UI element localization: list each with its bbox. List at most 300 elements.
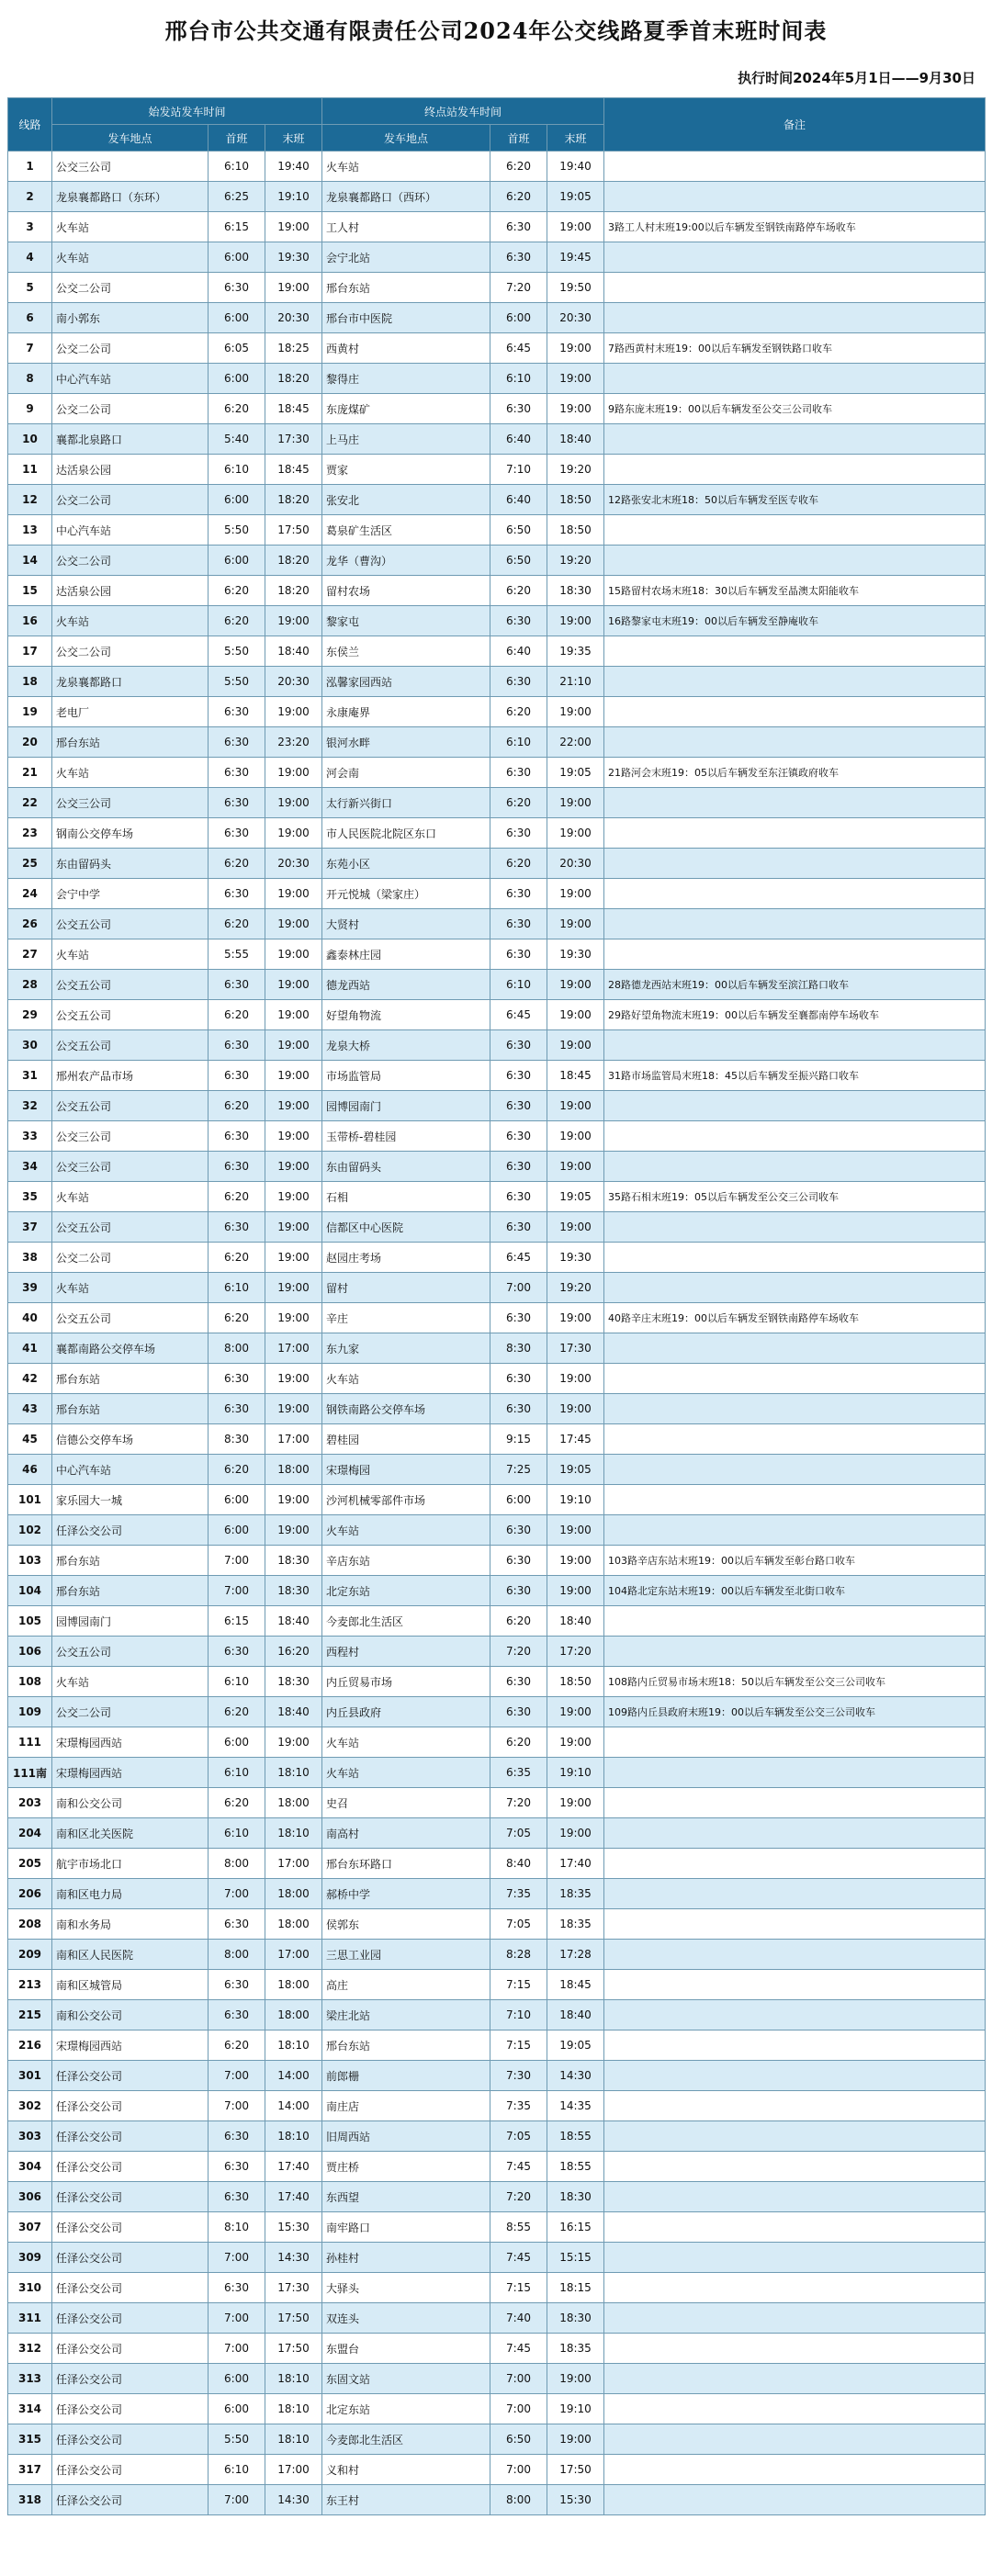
- end-first-time-cell: 6:40: [490, 636, 547, 667]
- end-stop-cell: 东王村: [322, 2485, 490, 2515]
- start-stop-cell: 任泽公交公司: [52, 2152, 209, 2182]
- end-last-time-cell: 19:00: [547, 606, 604, 636]
- table-row: [8, 788, 986, 818]
- note-cell: 12路张安北末班18：50以后车辆发至医专收车: [604, 485, 986, 515]
- start-last-time-cell: 19:00: [265, 1182, 322, 1212]
- end-first-time-cell: 7:20: [490, 1788, 547, 1818]
- line-number-cell: 8: [8, 364, 52, 394]
- start-stop-cell: 公交三公司: [52, 1152, 209, 1182]
- start-first-time-cell: 6:30: [209, 2182, 265, 2212]
- end-first-time-cell: 6:30: [490, 1061, 547, 1091]
- note-cell: 29路好望角物流末班19：00以后车辆发至襄都南停车场收车: [604, 1000, 986, 1030]
- line-number-cell: 318: [8, 2485, 52, 2515]
- table-row: [8, 485, 986, 515]
- end-first-time-cell: 6:30: [490, 909, 547, 939]
- table-row: [8, 1152, 986, 1182]
- start-stop-cell: 南和区电力局: [52, 1879, 209, 1909]
- line-number-cell: 42: [8, 1364, 52, 1394]
- end-stop-cell: 市场监管局: [322, 1061, 490, 1091]
- end-first-time-cell: 7:10: [490, 455, 547, 485]
- line-number-cell: 104: [8, 1576, 52, 1606]
- table-row: [8, 1485, 986, 1515]
- start-first-time-cell: 6:15: [209, 1606, 265, 1637]
- note-cell: 104路北定东站末班19：00以后车辆发至北街口收车: [604, 1576, 986, 1606]
- start-first-time-cell: 6:30: [209, 2273, 265, 2303]
- end-stop-cell: 太行新兴街口: [322, 788, 490, 818]
- line-number-cell: 39: [8, 1273, 52, 1303]
- table-row: [8, 970, 986, 1000]
- end-last-time-cell: 18:50: [547, 485, 604, 515]
- note-cell: 15路留村农场末班18：30以后车辆发至晶澳太阳能收车: [604, 576, 986, 606]
- note-cell: [604, 636, 986, 667]
- end-stop-cell: 好望角物流: [322, 1000, 490, 1030]
- start-first-time-cell: 6:10: [209, 1758, 265, 1788]
- start-last-time-cell: 17:30: [265, 424, 322, 455]
- start-stop-cell: 任泽公交公司: [52, 1515, 209, 1546]
- start-stop-cell: 公交三公司: [52, 152, 209, 182]
- note-cell: 35路石相末班19：05以后车辆发至公交三公司收车: [604, 1182, 986, 1212]
- end-last-time-cell: 18:55: [547, 2152, 604, 2182]
- table-row: [8, 1273, 986, 1303]
- line-number-cell: 301: [8, 2061, 52, 2091]
- start-last-time-cell: 18:00: [265, 1879, 322, 1909]
- line-number-cell: 302: [8, 2091, 52, 2121]
- note-cell: 3路工人村末班19:00以后车辆发至钢铁南路停车场收车: [604, 212, 986, 242]
- start-last-time-cell: 19:00: [265, 1152, 322, 1182]
- end-first-time-cell: 7:35: [490, 1879, 547, 1909]
- end-stop-cell: 贾家: [322, 455, 490, 485]
- table-row: [8, 1424, 986, 1455]
- end-last-time-cell: 18:40: [547, 1606, 604, 1637]
- start-last-time-cell: 18:45: [265, 455, 322, 485]
- line-number-cell: 17: [8, 636, 52, 667]
- end-stop-cell: 东由留码头: [322, 1152, 490, 1182]
- note-cell: [604, 2485, 986, 2515]
- start-first-time-cell: 6:00: [209, 1485, 265, 1515]
- end-last-time-cell: 19:00: [547, 1515, 604, 1546]
- start-first-time-cell: 6:10: [209, 455, 265, 485]
- note-cell: [604, 1970, 986, 2000]
- table-row: [8, 2061, 986, 2091]
- line-number-cell: 209: [8, 1940, 52, 1970]
- start-stop-cell: 公交二公司: [52, 273, 209, 303]
- start-last-time-cell: 23:20: [265, 727, 322, 758]
- start-first-time-cell: 6:20: [209, 1091, 265, 1121]
- end-stop-cell: 邢台东站: [322, 2030, 490, 2061]
- end-first-time-cell: 8:00: [490, 2485, 547, 2515]
- end-stop-cell: 石相: [322, 1182, 490, 1212]
- start-stop-cell: 任泽公交公司: [52, 2212, 209, 2243]
- line-number-cell: 213: [8, 1970, 52, 2000]
- line-number-cell: 13: [8, 515, 52, 546]
- line-number-cell: 27: [8, 939, 52, 970]
- note-cell: [604, 1515, 986, 1546]
- start-first-time-cell: 6:10: [209, 1667, 265, 1697]
- end-stop-cell: 前郎栅: [322, 2061, 490, 2091]
- end-last-time-cell: 18:55: [547, 2121, 604, 2152]
- end-first-time-cell: 6:00: [490, 303, 547, 333]
- start-stop-cell: 任泽公交公司: [52, 2303, 209, 2334]
- line-number-cell: 30: [8, 1030, 52, 1061]
- table-row: [8, 1091, 986, 1121]
- end-last-time-cell: 19:10: [547, 1485, 604, 1515]
- end-stop-cell: 开元悦城（梁家庄）: [322, 879, 490, 909]
- start-first-time-cell: 7:00: [209, 2091, 265, 2121]
- line-number-cell: 20: [8, 727, 52, 758]
- end-stop-cell: 南高村: [322, 1818, 490, 1849]
- end-stop-cell: 邢台市中医院: [322, 303, 490, 333]
- note-cell: [604, 697, 986, 727]
- col-end-last-header: 末班: [547, 125, 604, 152]
- start-first-time-cell: 6:05: [209, 333, 265, 364]
- end-last-time-cell: 14:30: [547, 2061, 604, 2091]
- line-number-cell: 45: [8, 1424, 52, 1455]
- start-first-time-cell: 6:30: [209, 1212, 265, 1243]
- start-stop-cell: 南小郭东: [52, 303, 209, 333]
- note-cell: 7路西黄村末班19：00以后车辆发至钢铁路口收车: [604, 333, 986, 364]
- end-last-time-cell: 21:10: [547, 667, 604, 697]
- note-cell: [604, 364, 986, 394]
- table-row: [8, 576, 986, 606]
- end-first-time-cell: 6:30: [490, 1121, 547, 1152]
- end-last-time-cell: 19:40: [547, 152, 604, 182]
- table-row: [8, 1697, 986, 1727]
- start-stop-cell: 火车站: [52, 1273, 209, 1303]
- start-first-time-cell: 6:30: [209, 273, 265, 303]
- table-row: [8, 1030, 986, 1061]
- line-number-cell: 3: [8, 212, 52, 242]
- end-last-time-cell: 19:00: [547, 788, 604, 818]
- start-first-time-cell: 6:20: [209, 576, 265, 606]
- start-stop-cell: 邢州农产品市场: [52, 1061, 209, 1091]
- end-first-time-cell: 6:20: [490, 697, 547, 727]
- note-cell: [604, 667, 986, 697]
- end-last-time-cell: 17:40: [547, 1849, 604, 1879]
- end-first-time-cell: 6:30: [490, 394, 547, 424]
- end-first-time-cell: 6:30: [490, 1152, 547, 1182]
- col-end-group-header: 终点站发车时间: [322, 98, 604, 125]
- end-first-time-cell: 6:30: [490, 879, 547, 909]
- start-first-time-cell: 6:20: [209, 1788, 265, 1818]
- note-cell: [604, 2243, 986, 2273]
- start-last-time-cell: 18:00: [265, 1970, 322, 2000]
- line-number-cell: 105: [8, 1606, 52, 1637]
- end-last-time-cell: 19:00: [547, 333, 604, 364]
- end-first-time-cell: 6:30: [490, 1303, 547, 1333]
- start-last-time-cell: 19:00: [265, 1485, 322, 1515]
- end-stop-cell: 东九家: [322, 1333, 490, 1364]
- start-last-time-cell: 18:30: [265, 1546, 322, 1576]
- start-stop-cell: 火车站: [52, 939, 209, 970]
- start-first-time-cell: 6:00: [209, 1727, 265, 1758]
- line-number-cell: 103: [8, 1546, 52, 1576]
- table-row: [8, 1000, 986, 1030]
- start-last-time-cell: 18:00: [265, 1455, 322, 1485]
- end-last-time-cell: 19:35: [547, 636, 604, 667]
- end-stop-cell: 火车站: [322, 1727, 490, 1758]
- end-stop-cell: 东苑小区: [322, 849, 490, 879]
- start-first-time-cell: 6:20: [209, 849, 265, 879]
- line-number-cell: 31: [8, 1061, 52, 1091]
- note-cell: [604, 1788, 986, 1818]
- start-last-time-cell: 18:40: [265, 636, 322, 667]
- end-first-time-cell: 6:10: [490, 727, 547, 758]
- table-row: [8, 636, 986, 667]
- end-first-time-cell: 6:10: [490, 364, 547, 394]
- note-cell: [604, 1212, 986, 1243]
- note-cell: [604, 1243, 986, 1273]
- end-stop-cell: 三思工业园: [322, 1940, 490, 1970]
- end-stop-cell: 大贤村: [322, 909, 490, 939]
- start-last-time-cell: 19:00: [265, 1030, 322, 1061]
- end-first-time-cell: 7:05: [490, 2121, 547, 2152]
- end-stop-cell: 邢台东环路口: [322, 1849, 490, 1879]
- end-stop-cell: 义和村: [322, 2455, 490, 2485]
- line-number-cell: 11: [8, 455, 52, 485]
- end-first-time-cell: 7:00: [490, 2364, 547, 2394]
- start-last-time-cell: 19:00: [265, 879, 322, 909]
- end-first-time-cell: 6:35: [490, 1758, 547, 1788]
- table-row: [8, 1940, 986, 1970]
- end-last-time-cell: 19:00: [547, 1091, 604, 1121]
- table-row: [8, 667, 986, 697]
- note-cell: [604, 1152, 986, 1182]
- end-stop-cell: 内丘县政府: [322, 1697, 490, 1727]
- end-stop-cell: 北定东站: [322, 2394, 490, 2424]
- end-stop-cell: 梁庄北站: [322, 2000, 490, 2030]
- end-last-time-cell: 18:45: [547, 1970, 604, 2000]
- start-last-time-cell: 14:30: [265, 2485, 322, 2515]
- end-stop-cell: 孙桂村: [322, 2243, 490, 2273]
- note-cell: [604, 152, 986, 182]
- note-cell: [604, 2091, 986, 2121]
- line-number-cell: 307: [8, 2212, 52, 2243]
- note-cell: [604, 909, 986, 939]
- end-first-time-cell: 7:20: [490, 2182, 547, 2212]
- end-first-time-cell: 6:45: [490, 1243, 547, 1273]
- note-cell: [604, 2273, 986, 2303]
- start-stop-cell: 南和区北关医院: [52, 1818, 209, 1849]
- end-stop-cell: 辛庄: [322, 1303, 490, 1333]
- start-last-time-cell: 16:20: [265, 1637, 322, 1667]
- start-stop-cell: 任泽公交公司: [52, 2182, 209, 2212]
- line-number-cell: 102: [8, 1515, 52, 1546]
- table-row: [8, 1333, 986, 1364]
- end-first-time-cell: 7:15: [490, 2273, 547, 2303]
- table-row: [8, 1606, 986, 1637]
- line-number-cell: 315: [8, 2424, 52, 2455]
- end-first-time-cell: 6:20: [490, 152, 547, 182]
- start-stop-cell: 邢台东站: [52, 1394, 209, 1424]
- start-last-time-cell: 18:10: [265, 2121, 322, 2152]
- line-number-cell: 2: [8, 182, 52, 212]
- end-last-time-cell: 18:45: [547, 1061, 604, 1091]
- line-number-cell: 18: [8, 667, 52, 697]
- start-last-time-cell: 18:20: [265, 546, 322, 576]
- start-last-time-cell: 19:00: [265, 818, 322, 849]
- end-stop-cell: 郝桥中学: [322, 1879, 490, 1909]
- end-first-time-cell: 6:40: [490, 485, 547, 515]
- note-cell: [604, 2394, 986, 2424]
- note-cell: [604, 424, 986, 455]
- start-last-time-cell: 18:10: [265, 1818, 322, 1849]
- start-last-time-cell: 18:00: [265, 1788, 322, 1818]
- note-cell: 103路辛店东站末班19：00以后车辆发至彰台路口收车: [604, 1546, 986, 1576]
- end-first-time-cell: 9:15: [490, 1424, 547, 1455]
- end-stop-cell: 火车站: [322, 1515, 490, 1546]
- table-row: [8, 2121, 986, 2152]
- note-cell: [604, 879, 986, 909]
- end-stop-cell: 龙华（曹沟）: [322, 546, 490, 576]
- start-last-time-cell: 14:30: [265, 2243, 322, 2273]
- end-last-time-cell: 19:00: [547, 1394, 604, 1424]
- line-number-cell: 101: [8, 1485, 52, 1515]
- start-stop-cell: 信德公交停车场: [52, 1424, 209, 1455]
- table-row: [8, 1849, 986, 1879]
- start-last-time-cell: 19:00: [265, 758, 322, 788]
- start-stop-cell: 南和水务局: [52, 1909, 209, 1940]
- start-stop-cell: 火车站: [52, 242, 209, 273]
- end-last-time-cell: 17:30: [547, 1333, 604, 1364]
- start-stop-cell: 公交二公司: [52, 1243, 209, 1273]
- line-number-cell: 312: [8, 2334, 52, 2364]
- end-stop-cell: 德龙西站: [322, 970, 490, 1000]
- line-number-cell: 314: [8, 2394, 52, 2424]
- end-first-time-cell: 6:00: [490, 1485, 547, 1515]
- line-number-cell: 21: [8, 758, 52, 788]
- line-number-cell: 38: [8, 1243, 52, 1273]
- end-stop-cell: 北定东站: [322, 1576, 490, 1606]
- end-stop-cell: 留村: [322, 1273, 490, 1303]
- start-stop-cell: 邢台东站: [52, 727, 209, 758]
- line-number-cell: 25: [8, 849, 52, 879]
- line-number-cell: 317: [8, 2455, 52, 2485]
- end-first-time-cell: 7:05: [490, 1909, 547, 1940]
- start-stop-cell: 任泽公交公司: [52, 2121, 209, 2152]
- start-last-time-cell: 18:00: [265, 2000, 322, 2030]
- end-first-time-cell: 6:20: [490, 1606, 547, 1637]
- end-last-time-cell: 17:20: [547, 1637, 604, 1667]
- start-last-time-cell: 19:00: [265, 788, 322, 818]
- table-row: [8, 182, 986, 212]
- start-last-time-cell: 18:45: [265, 394, 322, 424]
- end-stop-cell: 市人民医院北院区东口: [322, 818, 490, 849]
- line-number-cell: 37: [8, 1212, 52, 1243]
- start-stop-cell: 公交五公司: [52, 1091, 209, 1121]
- start-stop-cell: 公交二公司: [52, 636, 209, 667]
- start-stop-cell: 公交三公司: [52, 788, 209, 818]
- start-first-time-cell: 7:00: [209, 2303, 265, 2334]
- start-stop-cell: 公交二公司: [52, 394, 209, 424]
- table-row: [8, 2394, 986, 2424]
- table-row: [8, 1818, 986, 1849]
- col-start-first-header: 首班: [209, 125, 265, 152]
- table-row: [8, 2485, 986, 2515]
- start-first-time-cell: 7:00: [209, 2243, 265, 2273]
- table-row: [8, 1243, 986, 1273]
- end-last-time-cell: 19:10: [547, 1758, 604, 1788]
- end-stop-cell: 碧桂园: [322, 1424, 490, 1455]
- end-last-time-cell: 19:00: [547, 697, 604, 727]
- start-stop-cell: 火车站: [52, 758, 209, 788]
- start-first-time-cell: 6:30: [209, 727, 265, 758]
- end-last-time-cell: 15:15: [547, 2243, 604, 2273]
- end-first-time-cell: 7:30: [490, 2061, 547, 2091]
- line-number-cell: 1: [8, 152, 52, 182]
- table-row: [8, 1637, 986, 1667]
- start-first-time-cell: 6:00: [209, 364, 265, 394]
- end-last-time-cell: 19:50: [547, 273, 604, 303]
- start-last-time-cell: 19:00: [265, 273, 322, 303]
- start-stop-cell: 任泽公交公司: [52, 2273, 209, 2303]
- note-cell: [604, 2061, 986, 2091]
- col-end-first-header: 首班: [490, 125, 547, 152]
- end-last-time-cell: 18:50: [547, 515, 604, 546]
- page-title: 邢台市公共交通有限责任公司2024年公交线路夏季首末班时间表: [164, 17, 828, 44]
- start-stop-cell: 任泽公交公司: [52, 2455, 209, 2485]
- start-last-time-cell: 17:30: [265, 2273, 322, 2303]
- table-row: [8, 849, 986, 879]
- start-first-time-cell: 6:30: [209, 1394, 265, 1424]
- end-last-time-cell: 19:20: [547, 455, 604, 485]
- note-cell: 31路市场监管局末班18：45以后车辆发至振兴路口收车: [604, 1061, 986, 1091]
- start-stop-cell: 公交五公司: [52, 970, 209, 1000]
- note-cell: [604, 2030, 986, 2061]
- start-last-time-cell: 20:30: [265, 849, 322, 879]
- end-first-time-cell: 6:50: [490, 515, 547, 546]
- start-last-time-cell: 19:00: [265, 909, 322, 939]
- table-row: [8, 1212, 986, 1243]
- end-first-time-cell: 6:30: [490, 1364, 547, 1394]
- line-number-cell: 33: [8, 1121, 52, 1152]
- table-row: [8, 242, 986, 273]
- end-first-time-cell: 6:45: [490, 333, 547, 364]
- execution-period: 执行时间2024年5月1日——9月30日: [738, 70, 975, 86]
- note-cell: 21路河会末班19：05以后车辆发至东汪镇政府收车: [604, 758, 986, 788]
- end-first-time-cell: 7:15: [490, 2030, 547, 2061]
- start-stop-cell: 老电厂: [52, 697, 209, 727]
- start-stop-cell: 龙泉襄都路口（东环）: [52, 182, 209, 212]
- start-last-time-cell: 17:50: [265, 2303, 322, 2334]
- table-row: [8, 1303, 986, 1333]
- table-row: [8, 1455, 986, 1485]
- end-first-time-cell: 6:30: [490, 1667, 547, 1697]
- start-stop-cell: 公交五公司: [52, 1000, 209, 1030]
- line-number-cell: 208: [8, 1909, 52, 1940]
- end-stop-cell: 葛泉矿生活区: [322, 515, 490, 546]
- end-first-time-cell: 7:00: [490, 2394, 547, 2424]
- line-number-cell: 41: [8, 1333, 52, 1364]
- start-last-time-cell: 18:30: [265, 1576, 322, 1606]
- end-stop-cell: 留村农场: [322, 576, 490, 606]
- note-cell: [604, 242, 986, 273]
- line-number-cell: 24: [8, 879, 52, 909]
- start-stop-cell: 公交五公司: [52, 1637, 209, 1667]
- end-last-time-cell: 19:30: [547, 1243, 604, 1273]
- note-cell: [604, 788, 986, 818]
- start-first-time-cell: 8:00: [209, 1849, 265, 1879]
- end-last-time-cell: 19:00: [547, 818, 604, 849]
- start-first-time-cell: 6:00: [209, 485, 265, 515]
- end-first-time-cell: 6:20: [490, 849, 547, 879]
- table-row: [8, 1182, 986, 1212]
- end-stop-cell: 史召: [322, 1788, 490, 1818]
- end-stop-cell: 工人村: [322, 212, 490, 242]
- table-row: [8, 546, 986, 576]
- end-last-time-cell: 19:00: [547, 1364, 604, 1394]
- start-last-time-cell: 19:00: [265, 1515, 322, 1546]
- end-first-time-cell: 7:25: [490, 1455, 547, 1485]
